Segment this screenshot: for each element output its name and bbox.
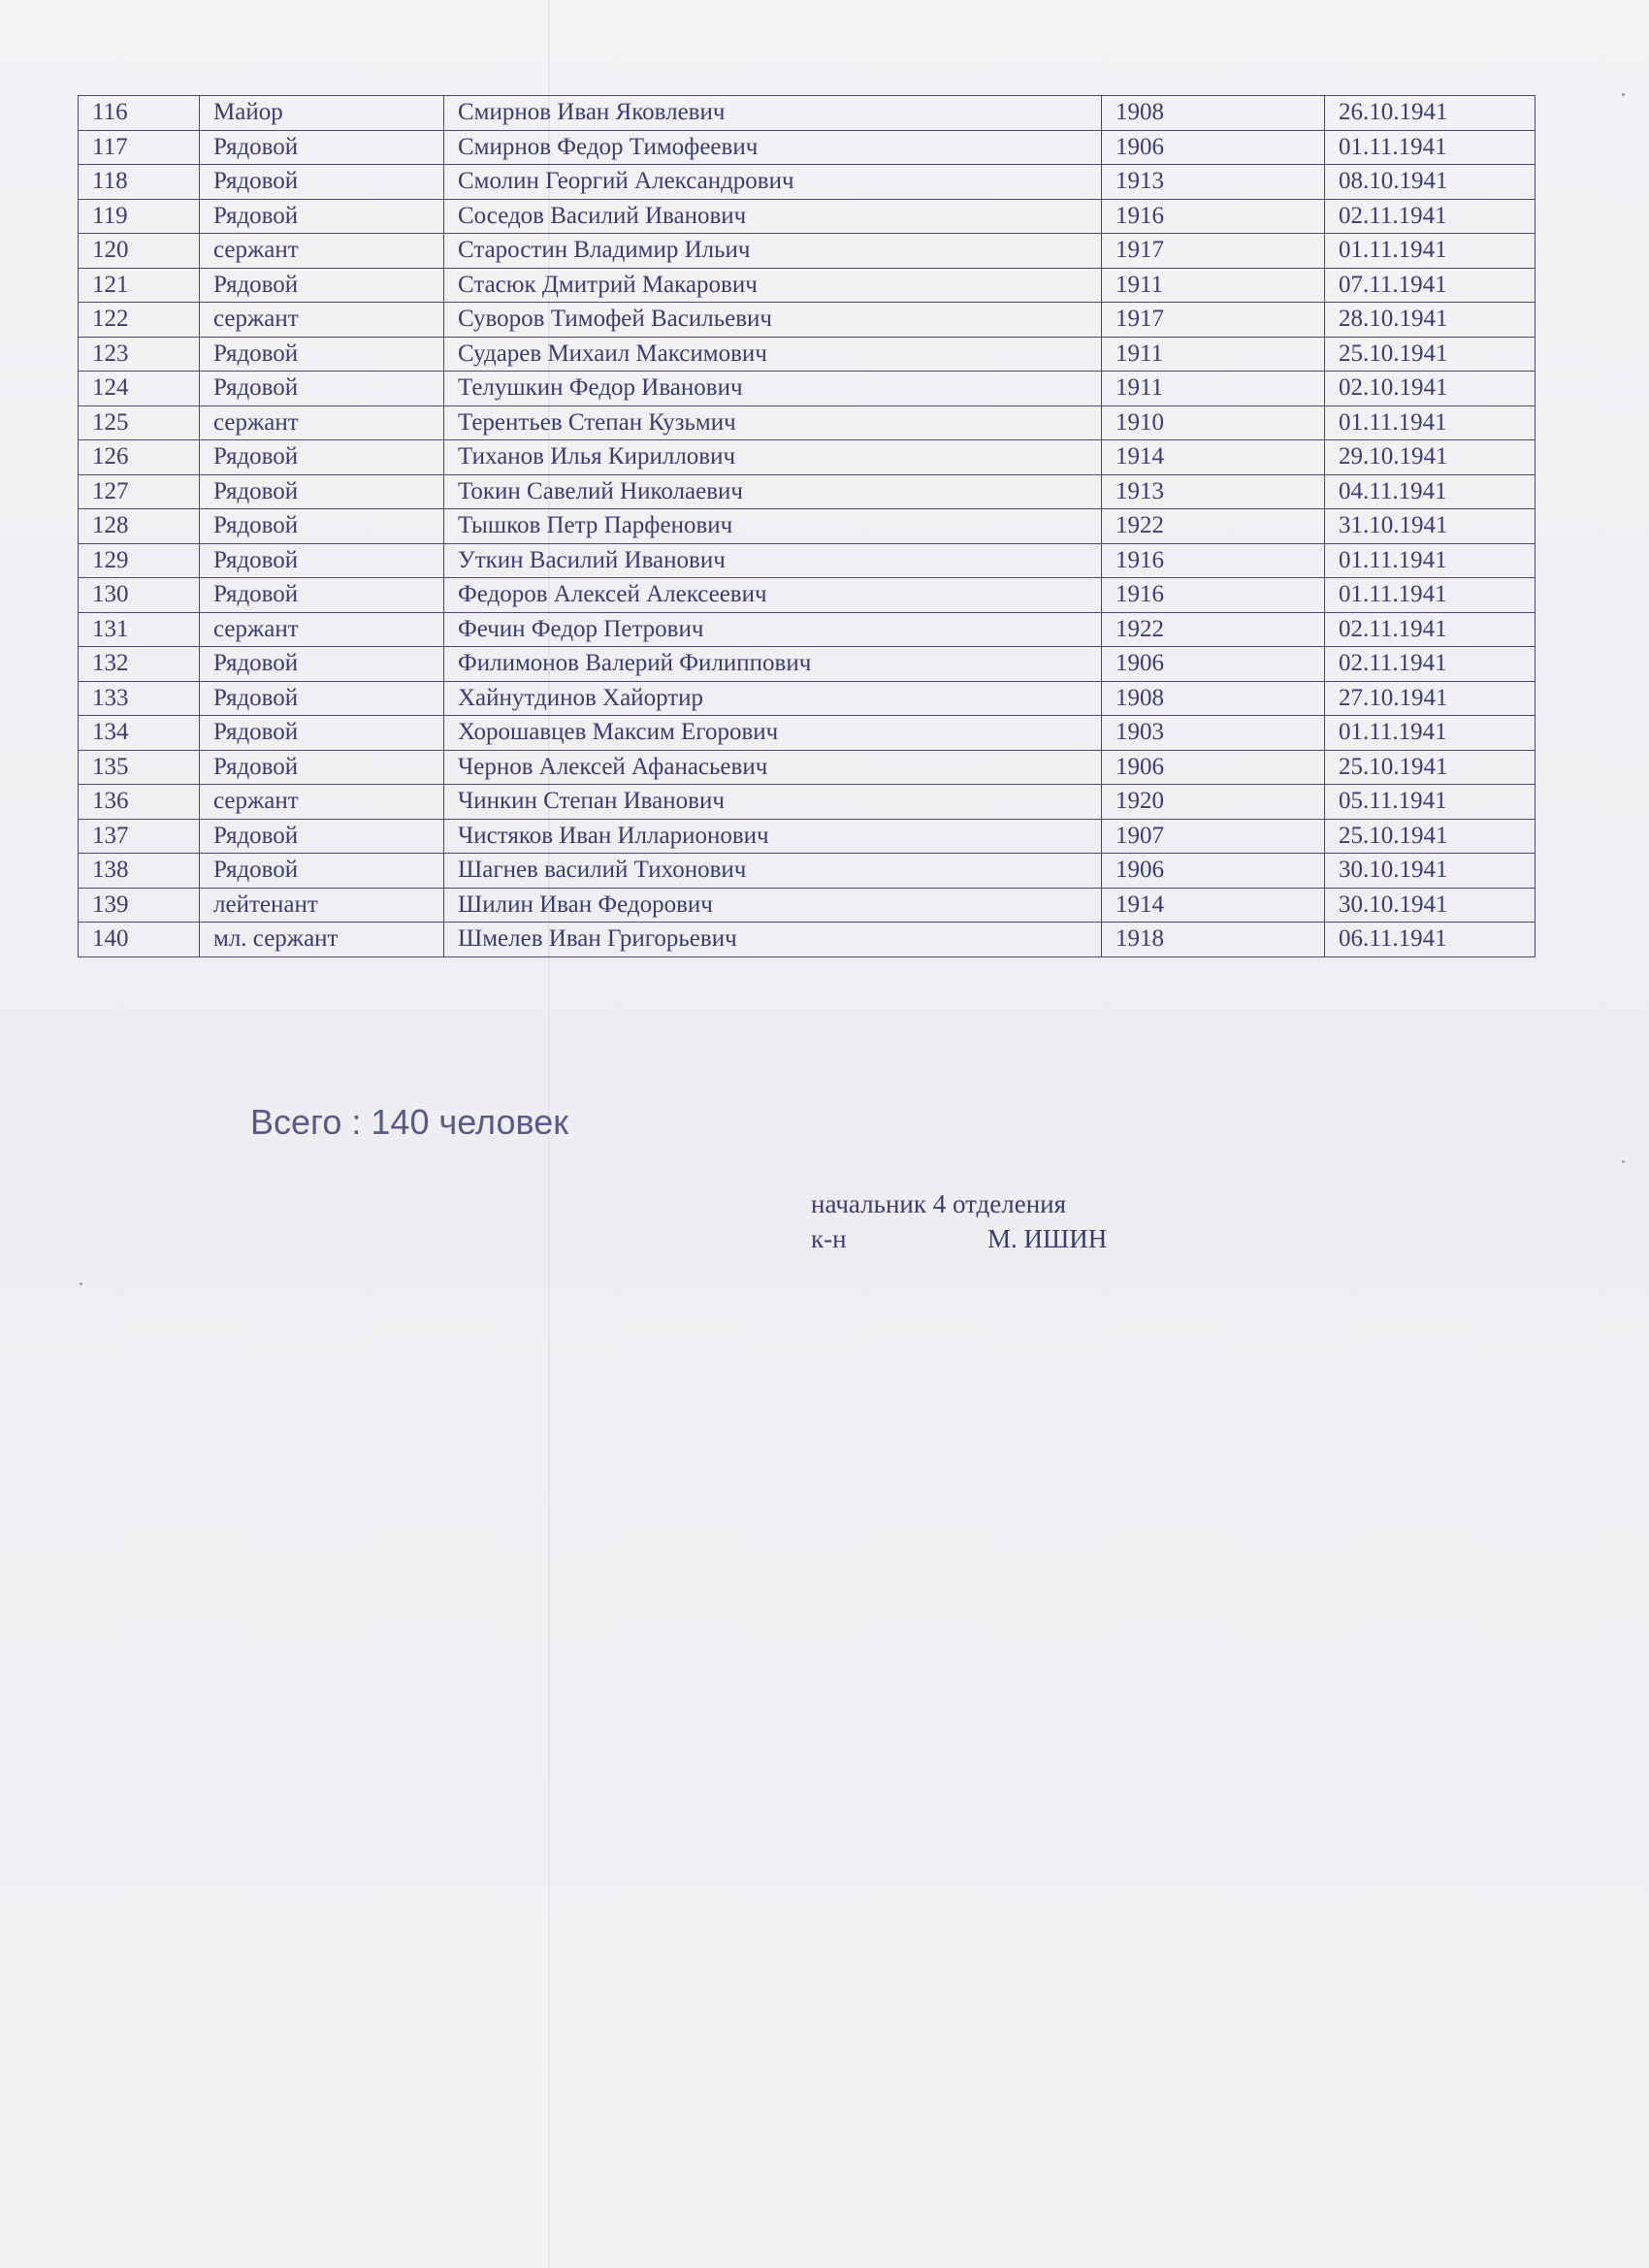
cell-year: 1916 xyxy=(1102,199,1325,234)
cell-rank: Рядовой xyxy=(200,543,444,578)
cell-date: 02.11.1941 xyxy=(1325,612,1536,647)
table-row xyxy=(79,750,1536,785)
cell-date: 01.11.1941 xyxy=(1325,716,1536,751)
cell-rank: Рядовой xyxy=(200,819,444,854)
cell-date: 06.11.1941 xyxy=(1325,923,1536,957)
cell-year: 1908 xyxy=(1102,681,1325,716)
cell-name: Чинкин Степан Иванович xyxy=(444,785,1102,820)
cell-name: Тиханов Илья Кириллович xyxy=(444,440,1102,475)
cell-num: 121 xyxy=(79,268,200,303)
cell-year: 1913 xyxy=(1102,165,1325,200)
cell-date: 25.10.1941 xyxy=(1325,750,1536,785)
cell-name: Сударев Михаил Максимович xyxy=(444,337,1102,372)
paper-speck xyxy=(1622,93,1625,96)
cell-num: 137 xyxy=(79,819,200,854)
cell-date: 25.10.1941 xyxy=(1325,337,1536,372)
cell-year: 1903 xyxy=(1102,716,1325,751)
cell-name: Смирнов Иван Яковлевич xyxy=(444,96,1102,131)
cell-num: 118 xyxy=(79,165,200,200)
cell-year: 1922 xyxy=(1102,612,1325,647)
cell-rank: Рядовой xyxy=(200,199,444,234)
table-row xyxy=(79,716,1536,751)
cell-name: Смолин Георгий Александрович xyxy=(444,165,1102,200)
cell-num: 123 xyxy=(79,337,200,372)
cell-num: 126 xyxy=(79,440,200,475)
cell-year: 1914 xyxy=(1102,888,1325,923)
paper-speck xyxy=(80,1282,82,1285)
cell-date: 29.10.1941 xyxy=(1325,440,1536,475)
table-row xyxy=(79,854,1536,889)
cell-date: 04.11.1941 xyxy=(1325,474,1536,509)
cell-date: 05.11.1941 xyxy=(1325,785,1536,820)
cell-num: 139 xyxy=(79,888,200,923)
roster-table-body xyxy=(79,96,1536,957)
table-row xyxy=(79,578,1536,613)
cell-num: 116 xyxy=(79,96,200,131)
cell-num: 122 xyxy=(79,303,200,338)
cell-num: 132 xyxy=(79,647,200,682)
cell-num: 134 xyxy=(79,716,200,751)
cell-name: Хорошавцев Максим Егорович xyxy=(444,716,1102,751)
cell-year: 1910 xyxy=(1102,405,1325,440)
table-row xyxy=(79,681,1536,716)
cell-name: Фечин Федор Петрович xyxy=(444,612,1102,647)
cell-year: 1906 xyxy=(1102,647,1325,682)
cell-date: 27.10.1941 xyxy=(1325,681,1536,716)
cell-rank: Рядовой xyxy=(200,372,444,406)
cell-year: 1908 xyxy=(1102,96,1325,131)
cell-num: 130 xyxy=(79,578,200,613)
cell-num: 136 xyxy=(79,785,200,820)
table-row xyxy=(79,647,1536,682)
cell-date: 02.11.1941 xyxy=(1325,199,1536,234)
cell-date: 01.11.1941 xyxy=(1325,130,1536,165)
cell-rank: Рядовой xyxy=(200,474,444,509)
table-row xyxy=(79,405,1536,440)
cell-num: 120 xyxy=(79,234,200,269)
table-row xyxy=(79,130,1536,165)
cell-name: Тышков Петр Парфенович xyxy=(444,509,1102,544)
cell-name: Шмелев Иван Григорьевич xyxy=(444,923,1102,957)
cell-date: 30.10.1941 xyxy=(1325,854,1536,889)
cell-date: 25.10.1941 xyxy=(1325,819,1536,854)
cell-year: 1911 xyxy=(1102,268,1325,303)
table-row xyxy=(79,303,1536,338)
cell-rank: Рядовой xyxy=(200,716,444,751)
cell-date: 28.10.1941 xyxy=(1325,303,1536,338)
table-row xyxy=(79,785,1536,820)
cell-num: 131 xyxy=(79,612,200,647)
cell-num: 124 xyxy=(79,372,200,406)
cell-name: Суворов Тимофей Васильевич xyxy=(444,303,1102,338)
table-row xyxy=(79,165,1536,200)
table-row xyxy=(79,268,1536,303)
cell-rank: Майор xyxy=(200,96,444,131)
cell-date: 02.11.1941 xyxy=(1325,647,1536,682)
cell-name: Соседов Василий Иванович xyxy=(444,199,1102,234)
cell-date: 30.10.1941 xyxy=(1325,888,1536,923)
cell-date: 01.11.1941 xyxy=(1325,578,1536,613)
cell-year: 1920 xyxy=(1102,785,1325,820)
cell-date: 08.10.1941 xyxy=(1325,165,1536,200)
cell-rank: сержант xyxy=(200,785,444,820)
cell-num: 135 xyxy=(79,750,200,785)
cell-num: 127 xyxy=(79,474,200,509)
cell-name: Токин Савелий Николаевич xyxy=(444,474,1102,509)
table-row xyxy=(79,888,1536,923)
cell-year: 1916 xyxy=(1102,543,1325,578)
cell-name: Чистяков Иван Илларионович xyxy=(444,819,1102,854)
table-row xyxy=(79,337,1536,372)
cell-num: 119 xyxy=(79,199,200,234)
cell-rank: лейтенант xyxy=(200,888,444,923)
cell-name: Телушкин Федор Иванович xyxy=(444,372,1102,406)
cell-year: 1914 xyxy=(1102,440,1325,475)
cell-name: Чернов Алексей Афанасьевич xyxy=(444,750,1102,785)
signature-title: начальник 4 отделения xyxy=(811,1189,1067,1218)
table-row xyxy=(79,612,1536,647)
cell-rank: Рядовой xyxy=(200,337,444,372)
cell-name: Шилин Иван Федорович xyxy=(444,888,1102,923)
cell-date: 01.11.1941 xyxy=(1325,405,1536,440)
cell-year: 1906 xyxy=(1102,750,1325,785)
cell-year: 1906 xyxy=(1102,854,1325,889)
paper-speck xyxy=(1622,1160,1625,1163)
total-count: Всего : 140 человек xyxy=(250,1102,568,1142)
table-row xyxy=(79,234,1536,269)
roster-table xyxy=(78,95,1536,957)
cell-num: 117 xyxy=(79,130,200,165)
cell-date: 01.11.1941 xyxy=(1325,543,1536,578)
cell-rank: Рядовой xyxy=(200,750,444,785)
cell-name: Хайнутдинов Хайортир xyxy=(444,681,1102,716)
cell-year: 1917 xyxy=(1102,234,1325,269)
table-row xyxy=(79,819,1536,854)
cell-name: Смирнов Федор Тимофеевич xyxy=(444,130,1102,165)
cell-year: 1907 xyxy=(1102,819,1325,854)
cell-year: 1918 xyxy=(1102,923,1325,957)
cell-date: 31.10.1941 xyxy=(1325,509,1536,544)
signature-rank: к-н xyxy=(811,1224,847,1253)
table-row xyxy=(79,509,1536,544)
cell-year: 1917 xyxy=(1102,303,1325,338)
cell-name: Уткин Василий Иванович xyxy=(444,543,1102,578)
cell-rank: Рядовой xyxy=(200,854,444,889)
cell-rank: сержант xyxy=(200,303,444,338)
cell-rank: Рядовой xyxy=(200,165,444,200)
cell-num: 129 xyxy=(79,543,200,578)
cell-num: 138 xyxy=(79,854,200,889)
cell-rank: Рядовой xyxy=(200,268,444,303)
cell-name: Старостин Владимир Ильич xyxy=(444,234,1102,269)
table-row xyxy=(79,923,1536,957)
cell-name: Терентьев Степан Кузьмич xyxy=(444,405,1102,440)
cell-rank: сержант xyxy=(200,234,444,269)
cell-rank: сержант xyxy=(200,612,444,647)
cell-num: 128 xyxy=(79,509,200,544)
cell-date: 02.10.1941 xyxy=(1325,372,1536,406)
cell-year: 1911 xyxy=(1102,372,1325,406)
cell-num: 125 xyxy=(79,405,200,440)
cell-name: Стасюк Дмитрий Макарович xyxy=(444,268,1102,303)
cell-rank: Рядовой xyxy=(200,681,444,716)
table-row xyxy=(79,543,1536,578)
cell-rank: Рядовой xyxy=(200,578,444,613)
table-row xyxy=(79,199,1536,234)
cell-rank: Рядовой xyxy=(200,509,444,544)
table-row xyxy=(79,372,1536,406)
cell-name: Федоров Алексей Алексеевич xyxy=(444,578,1102,613)
cell-year: 1913 xyxy=(1102,474,1325,509)
cell-rank: Рядовой xyxy=(200,647,444,682)
cell-name: Шагнев василий Тихонович xyxy=(444,854,1102,889)
cell-date: 26.10.1941 xyxy=(1325,96,1536,131)
signature-name: М. ИШИН xyxy=(987,1224,1108,1253)
cell-rank: сержант xyxy=(200,405,444,440)
cell-date: 01.11.1941 xyxy=(1325,234,1536,269)
table-row xyxy=(79,474,1536,509)
cell-date: 07.11.1941 xyxy=(1325,268,1536,303)
cell-year: 1906 xyxy=(1102,130,1325,165)
cell-rank: мл. сержант xyxy=(200,923,444,957)
cell-rank: Рядовой xyxy=(200,130,444,165)
cell-year: 1922 xyxy=(1102,509,1325,544)
cell-num: 133 xyxy=(79,681,200,716)
table-row xyxy=(79,440,1536,475)
cell-name: Филимонов Валерий Филиппович xyxy=(444,647,1102,682)
cell-year: 1911 xyxy=(1102,337,1325,372)
table-row xyxy=(79,96,1536,131)
cell-year: 1916 xyxy=(1102,578,1325,613)
cell-num: 140 xyxy=(79,923,200,957)
cell-rank: Рядовой xyxy=(200,440,444,475)
